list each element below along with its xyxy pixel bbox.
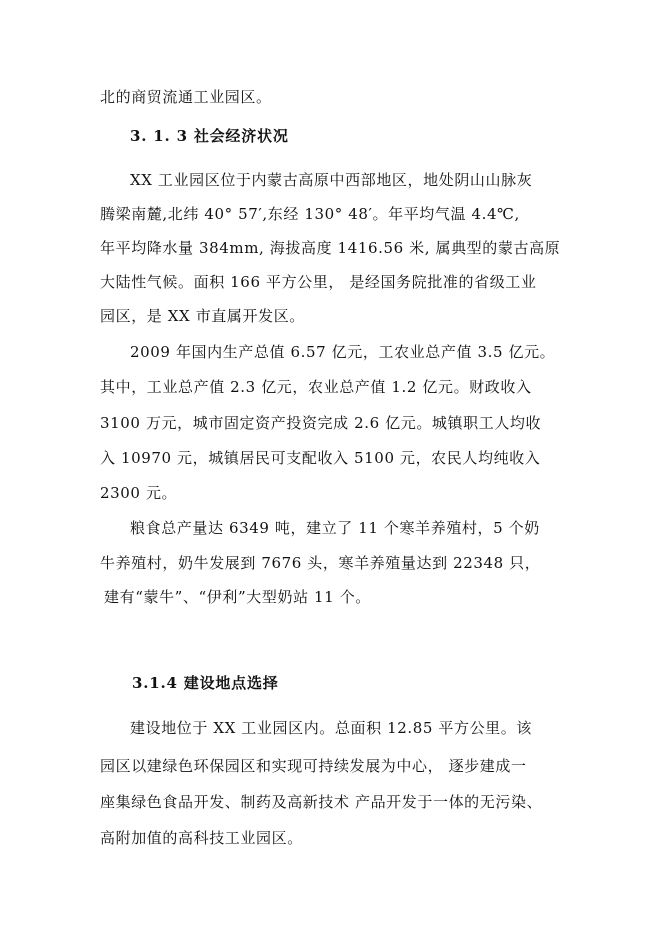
paragraph-line: 高附加值的高科技工业园区。 xyxy=(100,829,303,847)
paragraph-line: 座集绿色食品开发、制药及高新技术 产品开发于一体的无污染、 xyxy=(100,793,543,811)
paragraph-line: 3100 万元，城市固定资产投资完成 2.6 亿元。城镇职工人均收 xyxy=(100,414,542,432)
paragraph-line: 建有“蒙牛”、“伊利”大型奶站 11 个。 xyxy=(104,588,371,606)
paragraph-line: 年平均降水量 384mm, 海拔高度 1416.56 米, 属典型的蒙古高原 xyxy=(100,239,561,257)
section-heading-3-1-3: 3. 1. 3 社会经济状况 xyxy=(130,127,289,145)
paragraph-line: 腾梁南麓,北纬 40° 57′,东经 130° 48′。年平均气温 4.4℃, xyxy=(100,205,520,223)
paragraph-line: 其中，工业总产值 2.3 亿元，农业总产值 1.2 亿元。财政收入 xyxy=(100,378,532,396)
intro-line: 北的商贸流通工业园区。 xyxy=(100,88,272,106)
section-heading-3-1-4: 3.1.4 建设地点选择 xyxy=(132,674,279,692)
paragraph-line: 入 10970 元，城镇居民可支配收入 5100 元，农民人均纯收入 xyxy=(100,449,541,467)
paragraph-line: 粮食总产量达 6349 吨，建立了 11 个寒羊养殖村，5 个奶 xyxy=(130,519,540,537)
paragraph-line: 建设地位于 XX 工业园区内。总面积 12.85 平方公里。该 xyxy=(130,719,532,737)
paragraph-line: 牛养殖村，奶牛发展到 7676 头，寒羊养殖量达到 22348 只， xyxy=(100,554,541,572)
paragraph-line: XX 工业园区位于内蒙古高原中西部地区，地处阴山山脉灰 xyxy=(130,171,533,189)
paragraph-line: 园区以建绿色环保园区和实现可持续发展为中心， 逐步建成一 xyxy=(100,757,527,775)
paragraph-line: 大陆性气候。面积 166 平方公里， 是经国务院批准的省级工业 xyxy=(100,273,537,291)
paragraph-line: 2300 元。 xyxy=(100,484,178,502)
paragraph-line: 园区，是 XX 市直属开发区。 xyxy=(100,307,305,325)
paragraph-line: 2009 年国内生产总值 6.57 亿元，工农业总产值 3.5 亿元。 xyxy=(130,343,556,361)
